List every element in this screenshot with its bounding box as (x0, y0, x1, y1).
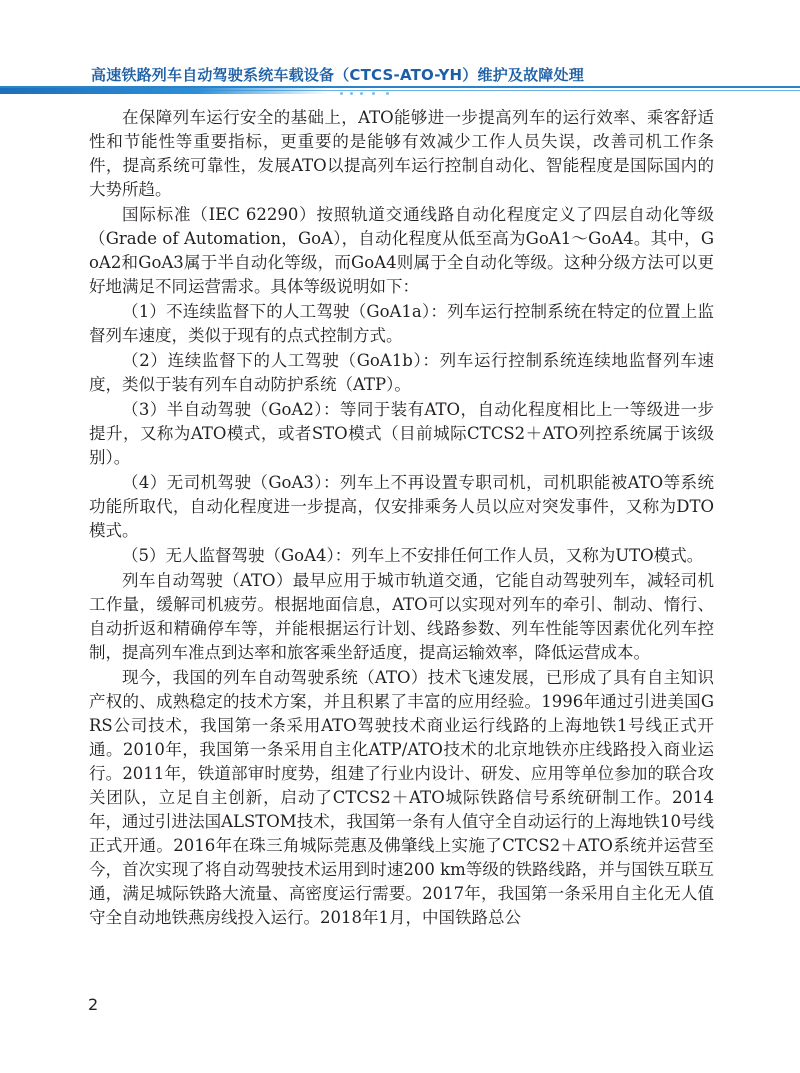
header-dot (340, 92, 343, 95)
header-accent-bar (0, 88, 330, 94)
paragraph-ato-history: 现今，我国的列车自动驾驶系统（ATO）技术飞速发展，已形成了具有自主知识产权的、成熟稳定的技术方案，并且积累了丰富的应用经验。1996年通过引进美国GRS公司技术，我国第一条采用ATO驾驶技术商业运行线路的上海地铁1号线正式开通。2010年，我国第一条采用自主化ATP/ATO技术的北京地铁亦庄线路投入商业运行。2011年，铁道部审时度势，组建了行业内设计、研发、应用等单位参加的联合攻关团队，立足自主创新，启动了CTCS2＋ATO城际铁路信号系统研制工作。2014年，通过引进法国ALSTOM技术，我国第一条有人值守全自动运行的上海地铁10号线正式开通。2016年在珠三角城际莞惠及佛肇线上实施了CTCS2＋ATO系统并运营至今，首次实现了将自动驾驶技术运用到时速200 km等级的铁路线路，并与国铁互联互通，满足城际铁路大流量、高密度运行需要。2017年，我国第一条采用自主化无人值守全自动地铁燕房线投入运行。2018年1月，中国铁路总公 (89, 668, 714, 927)
header-dot (350, 92, 353, 95)
page-number: 2 (88, 995, 99, 1014)
page-header (0, 0, 800, 100)
header-dot (372, 92, 375, 95)
paragraph-goa4: （5）无人监督驾驶（GoA4）：列车上不安排任何工作人员，又称为UTO模式。 (122, 546, 704, 565)
header-dot (386, 92, 389, 95)
paragraph-intro: 在保障列车运行安全的基础上，ATO能够进一步提高列车的运行效率、乘客舒适性和节能性等重要指标，更重要的是能够有效减少工作人员失误，改善司机工作条件，提高系统可靠性，发展ATO以提高列车运行控制自动化、智能程度是国际国内的大势所趋。 (89, 108, 714, 199)
paragraph-goa-standard: 国际标准（IEC 62290）按照轨道交通线路自动化程度定义了四层自动化等级（Grade of Automation，GoA），自动化程度从低至高为GoA1～GoA4。其中，GoA2和GoA3属于半自动化等级，而GoA4则属于全自动化等级。这种分级方法可以更好地满足不同运营需求。具体等级说明如下： (89, 205, 714, 296)
running-header-title: 高速铁路列车自动驾驶系统车载设备（CTCS-ATO-YH）维护及故障处理 (91, 66, 584, 84)
paragraph-goa1a: （1）不连续监督下的人工驾驶（GoA1a）：列车运行控制系统在特定的位置上监督列车速度，类似于现有的点式控制方式。 (89, 302, 714, 345)
paragraph-ato-urban: 列车自动驾驶（ATO）最早应用于城市轨道交通，它能自动驾驶列车，减轻司机工作量，缓解司机疲劳。根据地面信息，ATO可以实现对列车的牵引、制动、惰行、自动折返和精确停车等，并能根据运行计划、线路参数、列车性能等因素优化列车控制，提高列车准点到达率和旅客乘坐舒适度，提高运输效率，降低运营成本。 (89, 571, 714, 662)
paragraph-goa1b: （2）连续监督下的人工驾驶（GoA1b）：列车运行控制系统连续地监督列车速度，类似于装有列车自动防护系统（ATP）。 (89, 351, 714, 394)
paragraph-goa3: （4）无司机驾驶（GoA3）：列车上不再设置专职司机，司机职能被ATO等系统功能所取代，自动化程度进一步提高，仅安排乘务人员以应对突发事件，又称为DTO模式。 (89, 473, 714, 540)
body-text (89, 106, 714, 931)
header-dot (360, 92, 363, 95)
header-rule (0, 86, 800, 100)
paragraph-goa2: （3）半自动驾驶（GoA2）：等同于装有ATO，自动化程度相比上一等级进一步提升，又称为ATO模式，或者STO模式（目前城际CTCS2＋ATO列控系统属于该级别）。 (89, 400, 714, 467)
